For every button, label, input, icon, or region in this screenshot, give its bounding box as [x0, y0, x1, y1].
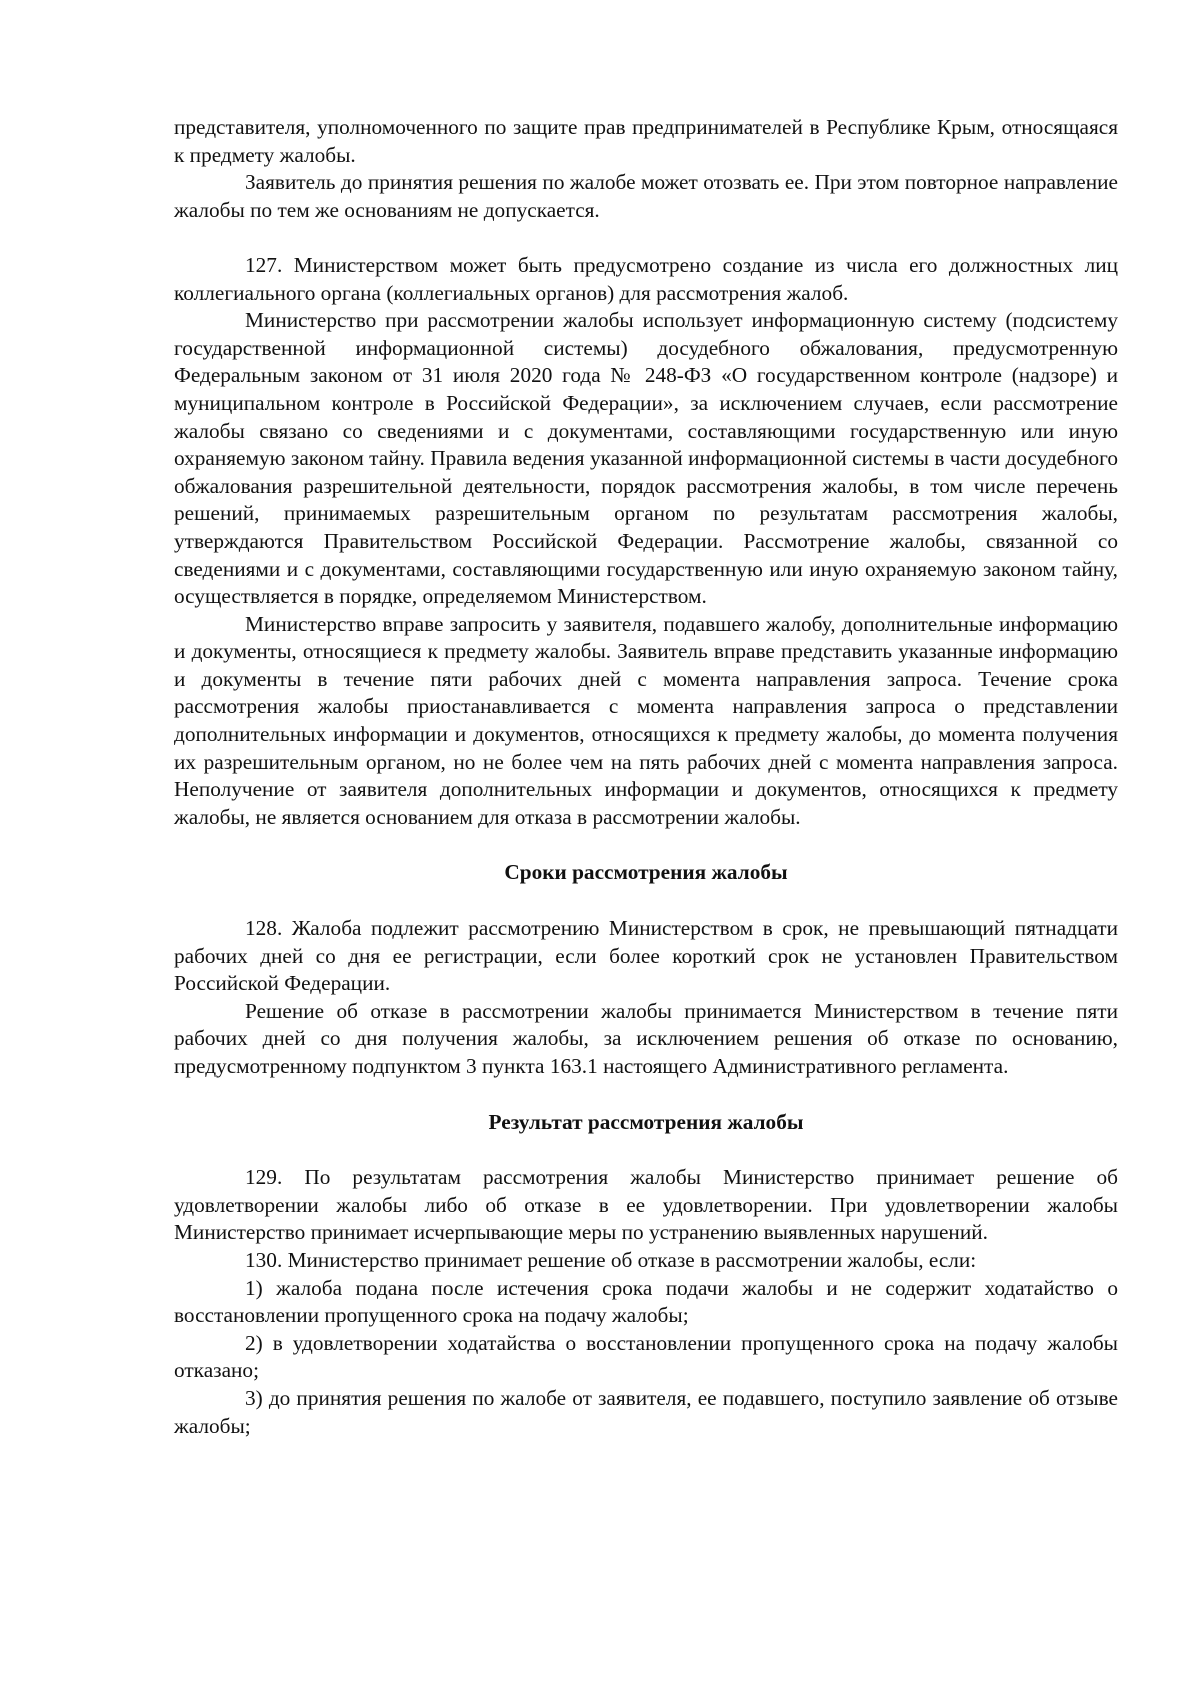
spacer	[174, 887, 1118, 915]
list-item-3: 3) до принятия решения по жалобе от заявителя, ее подавшего, поступило заявление об отзыве жалобы;	[174, 1385, 1118, 1438]
section-heading-terms: Сроки рассмотрения жалобы	[504, 860, 788, 885]
paragraph-information-system: Министерство при рассмотрении жалобы использует информационную систему (подсистему государственной информационной системы) досудебного обжалования, предусмотренную Федеральным законом от 31 июля 2020 года № 248-ФЗ «О государственном контроле (надзоре) и муниципальном контроле в Российской Федерации», за исключением случаев, если рассмотрение жалобы связано со сведениями и с документами, составляющими государственную или иную охраняемую законом тайну. Правила ведения указанной информационной системы в части досудебного обжалования разрешительной деятельности, порядок рассмотрения жалобы, в том числе перечень решений, принимаемых разрешительным органом по результатам рассмотрения жалобы, утверждаются Правительством Российской Федерации. Рассмотрение жалобы, связанной со сведениями и с документами, составляющими государственную или иную охраняемую законом тайну, осуществляется в порядке, определяемом Министерством.	[174, 308, 1118, 609]
spacer	[174, 1081, 1118, 1109]
paragraph-128: 128. Жалоба подлежит рассмотрению Министерством в срок, не превышающий пятнадцати рабочих дней со дня ее регистрации, если более короткий срок не установлен Правительством Российской Федерации.	[174, 916, 1118, 996]
paragraph-130: 130. Министерство принимает решение об отказе в рассмотрении жалобы, если:	[245, 1247, 977, 1272]
spacer	[174, 831, 1118, 859]
spacer	[174, 224, 1118, 252]
document-page	[174, 114, 1118, 1440]
paragraph-refusal-term: Решение об отказе в рассмотрении жалобы принимается Министерством в течение пяти рабочих дней со дня получения жалобы, за исключением решения об отказе по основанию, предусмотренному подпунктом 3 пункта 163.1 настоящего Административного регламента.	[174, 998, 1118, 1078]
list-item-1: 1) жалоба подана после истечения срока подачи жалобы и не содержит ходатайство о восстановлении пропущенного срока на подачу жалобы;	[174, 1275, 1118, 1328]
list-item-2: 2) в удовлетворении ходатайства о восстановлении пропущенного срока на подачу жалобы отказано;	[174, 1330, 1118, 1383]
paragraph-129: 129. По результатам рассмотрения жалобы Министерство принимает решение об удовлетворении жалобы либо об отказе в ее удовлетворении. При удовлетворении жалобы Министерство принимает исчерпывающие меры по устранению выявленных нарушений.	[174, 1165, 1118, 1245]
paragraph-request-documents: Министерство вправе запросить у заявителя, подавшего жалобу, дополнительные информацию и документы, относящиеся к предмету жалобы. Заявитель вправе представить указанные информацию и документы в течение пяти рабочих дней с момента направления запроса. Течение срока рассмотрения жалобы приостанавливается с момента направления запроса о представлении дополнительных информации и документов, относящихся к предмету жалобы, до момента получения их разрешительным органом, но не более чем на пять рабочих дней с момента направления запроса. Неполучение от заявителя дополнительных информации и документов, относящихся к предмету жалобы, не является основанием для отказа в рассмотрении жалобы.	[174, 611, 1118, 829]
paragraph-withdrawal: Заявитель до принятия решения по жалобе может отозвать ее. При этом повторное направление жалобы по тем же основаниям не допускается.	[174, 170, 1118, 222]
section-heading-result: Результат рассмотрения жалобы	[488, 1109, 804, 1134]
paragraph-127: 127. Министерством может быть предусмотрено создание из числа его должностных лиц коллегиального органа (коллегиальных органов) для рассмотрения жалоб.	[174, 252, 1118, 305]
spacer	[174, 1136, 1118, 1164]
paragraph-continuation: представителя, уполномоченного по защите прав предпринимателей в Республике Крым, относящаяся к предмету жалобы.	[174, 115, 1118, 167]
